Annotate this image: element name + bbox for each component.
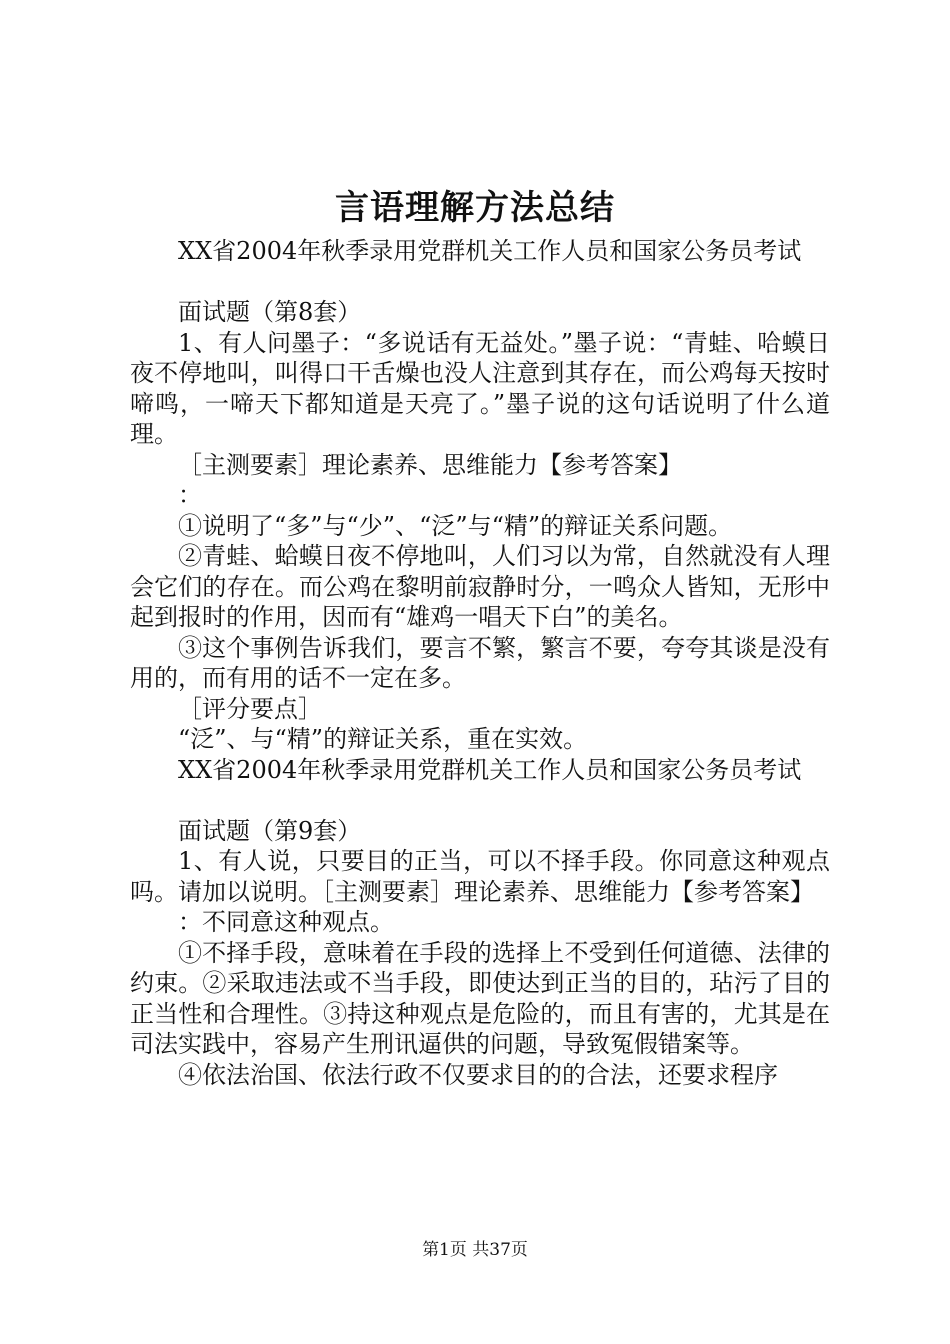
paragraph: ：: [178, 481, 202, 509]
paragraph: “泛”、与“精”的辩证关系，重在实效。: [178, 725, 588, 753]
paragraph: ②青蛙、蛤蟆日夜不停地叫，人们习以为常，自然就没有人理会它们的存在。而公鸡在黎明前寂静时分，一鸣众人皆知，无形中起到报时的作用，因而有“雄鸡一唱天下白”的美名。: [130, 542, 830, 631]
paragraph: ①说明了“多”与“少”、“泛”与“精”的辩证关系问题。: [178, 511, 733, 540]
document-body: [130, 236, 830, 1090]
paragraph: ：不同意这种观点。: [178, 908, 394, 936]
page-footer: 第1页 共37页: [422, 1240, 528, 1260]
paragraph: 面试题（第8套）: [178, 298, 362, 326]
document-title: 言语理解方法总结: [335, 188, 615, 228]
paragraph: ［主测要素］理论素养、思维能力【参考答案】: [178, 450, 682, 479]
paragraph: 1、有人问墨子：“多说话有无益处。”墨子说：“青蛙、哈蟆日夜不停地叫，叫得口干舌燥也没人注意到其存在，而公鸡每天按时啼鸣，一啼天下都知道是天亮了。”墨子说的这句话说明了什么道理。: [130, 328, 830, 448]
blank-line: [130, 785, 830, 816]
paragraph: 面试题（第9套）: [178, 816, 362, 845]
blank-line: [130, 267, 830, 298]
paragraph: ③这个事例告诉我们，要言不繁，繁言不要，夸夸其谈是没有用的，而有用的话不一定在多。: [130, 633, 830, 692]
paragraph: ①不择手段，意味着在手段的选择上不受到任何道德、法律的约束。②采取违法或不当手段，即使达到正当的目的，玷污了目的正当性和合理性。③持这种观点是危险的，而且有害的，尤其是在司法实践中，容易产生刑讯逼供的问题，导致冤假错案等。: [130, 938, 830, 1058]
paragraph: ［评分要点］: [178, 694, 322, 723]
paragraph: XX省2004年秋季录用党群机关工作人员和国家公务员考试: [178, 237, 802, 265]
paragraph: XX省2004年秋季录用党群机关工作人员和国家公务员考试: [178, 755, 802, 784]
paragraph: 1、有人说，只要目的正当，可以不择手段。你同意这种观点吗。请加以说明。［主测要素］理论素养、思维能力【参考答案】: [130, 847, 830, 906]
paragraph: ④依法治国、依法行政不仅要求目的的合法，还要求程序: [178, 1060, 778, 1089]
